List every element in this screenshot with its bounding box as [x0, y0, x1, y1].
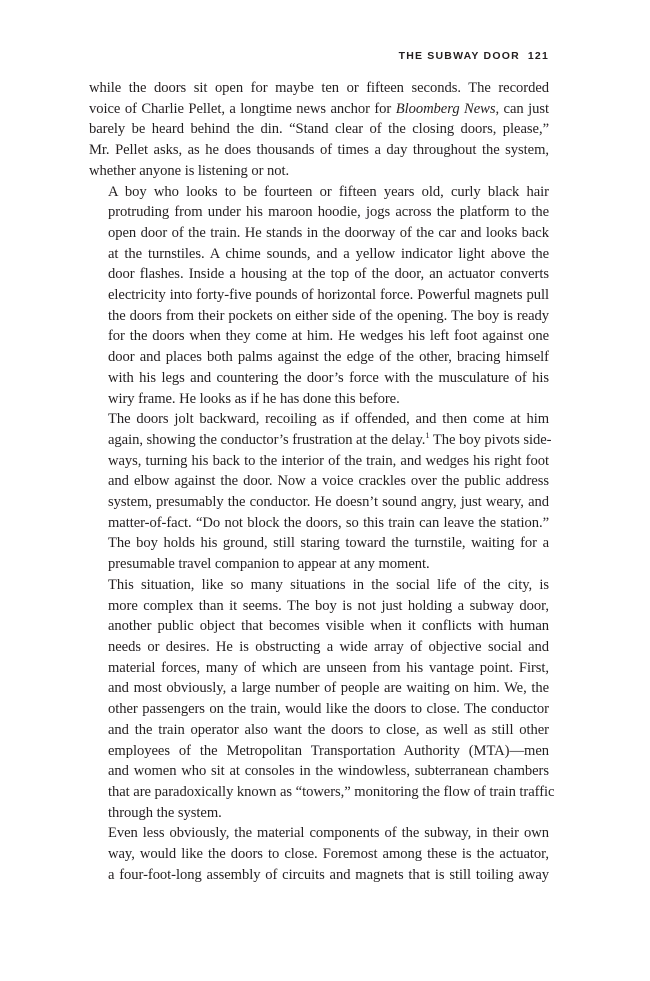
- text-line: matter-of-fact. “Do not block the doors, so this train can leave the station.”: [108, 514, 549, 531]
- text-segment: The boy pivots side-: [429, 431, 552, 448]
- text-line: electricity into forty-five pounds of horizontal force. Powerful magnets pull: [108, 287, 549, 304]
- text-line: Even less obviously, the material components of the subway, in their own: [108, 825, 549, 842]
- paragraph-4: [89, 575, 555, 823]
- text-line: material forces, many of which are unseen from his vantage point. First,: [108, 659, 549, 676]
- text-line: protruding from under his maroon hoodie, jogs across the platform to the: [108, 204, 549, 221]
- text-line: another public object that becomes visible when it conflicts with human: [108, 618, 549, 635]
- text-line: whether anyone is listening or not.: [89, 162, 290, 179]
- text-line: that are paradoxically known as “towers,” monitoring the flow of train traffic: [108, 783, 555, 800]
- footnote-marker[interactable]: 1: [425, 429, 430, 440]
- text-line: way, would like the doors to close. Foremost among these is the actuator,: [108, 846, 549, 863]
- text-segment: , can just: [495, 100, 549, 117]
- text-line: employees of the Metropolitan Transportation Authority (MTA)—men: [108, 742, 549, 759]
- text-line: through the system.: [108, 804, 222, 821]
- text-line: and elbow against the door. Now a voice crackles over the public address: [108, 473, 549, 490]
- text-line: more complex than it seems. The boy is not just holding a subway door,: [108, 597, 549, 614]
- text-line: and most obviously, a large number of people are waiting on him. We, the: [108, 680, 549, 697]
- text-segment: voice of Charlie Pellet, a longtime news anchor for: [89, 100, 396, 117]
- text-line: presumable travel companion to appear at any moment.: [108, 556, 430, 573]
- text-line: other passengers on the train, would like the doors to close. The conductor: [108, 701, 549, 718]
- text-line: the doors from their pockets on either side of the opening. The boy is ready: [108, 307, 549, 324]
- text-line: ways, turning his back to the interior of the train, and wedges his right foot: [108, 452, 549, 469]
- text-line: door flashes. Inside a housing at the top of the door, an actuator converts: [108, 266, 549, 283]
- text-line: while the doors sit open for maybe ten or fifteen seconds. The recorded: [89, 80, 549, 96]
- paragraph-2: [89, 182, 549, 410]
- publication-name: Bloomberg News: [395, 100, 496, 117]
- text-line: with his legs and countering the door’s force with the musculature of his: [108, 369, 549, 386]
- text-line: barely be heard behind the din. “Stand clear of the closing doors, please,”: [89, 121, 549, 138]
- chapter-title: THE SUBWAY DOOR: [398, 50, 520, 62]
- paragraph-3: [89, 409, 552, 575]
- page-number: 121: [527, 50, 549, 62]
- text-line: and women who sit at consoles in the windowless, subterranean chambers: [108, 763, 549, 780]
- text-line: Mr. Pellet asks, as he does thousands of times a day throughout the system,: [89, 142, 549, 159]
- text-line: wiry frame. He looks as if he has done this before.: [108, 390, 400, 407]
- text-line: The boy holds his ground, still staring toward the turnstile, waiting for a: [108, 535, 549, 552]
- text-segment: again, showing the conductor’s frustration at the delay.: [108, 431, 426, 448]
- text-line: This situation, like so many situations in the social life of the city, is: [108, 576, 549, 593]
- paragraph-5: [89, 823, 549, 885]
- running-head: [399, 50, 549, 62]
- text-line: [89, 429, 552, 451]
- text-line: system, presumably the conductor. He doesn’t sound angry, just weary, and: [108, 494, 549, 511]
- text-line: A boy who looks to be fourteen or fifteen years old, curly black hair: [108, 183, 549, 200]
- text-line: [89, 99, 549, 120]
- text-line: door and places both palms against the edge of the other, bracing himself: [108, 349, 549, 366]
- text-line: The doors jolt backward, recoiling as if offended, and then come at him: [108, 411, 549, 428]
- text-line: open door of the train. He stands in the doorway of the car and looks back: [108, 224, 549, 241]
- paragraph-1: [89, 78, 549, 182]
- text-line: for the doors when they come at him. He wedges his left foot against one: [108, 328, 549, 345]
- body-text: [89, 78, 555, 885]
- text-line: needs or desires. He is obstructing a wide array of objective social and: [108, 638, 549, 655]
- text-line: a four-foot-long assembly of circuits and magnets that is still toiling away: [108, 866, 549, 883]
- text-line: and the train operator also want the doors to close, as well as still other: [108, 721, 549, 738]
- text-line: at the turnstiles. A chime sounds, and a yellow indicator light above the: [108, 245, 549, 262]
